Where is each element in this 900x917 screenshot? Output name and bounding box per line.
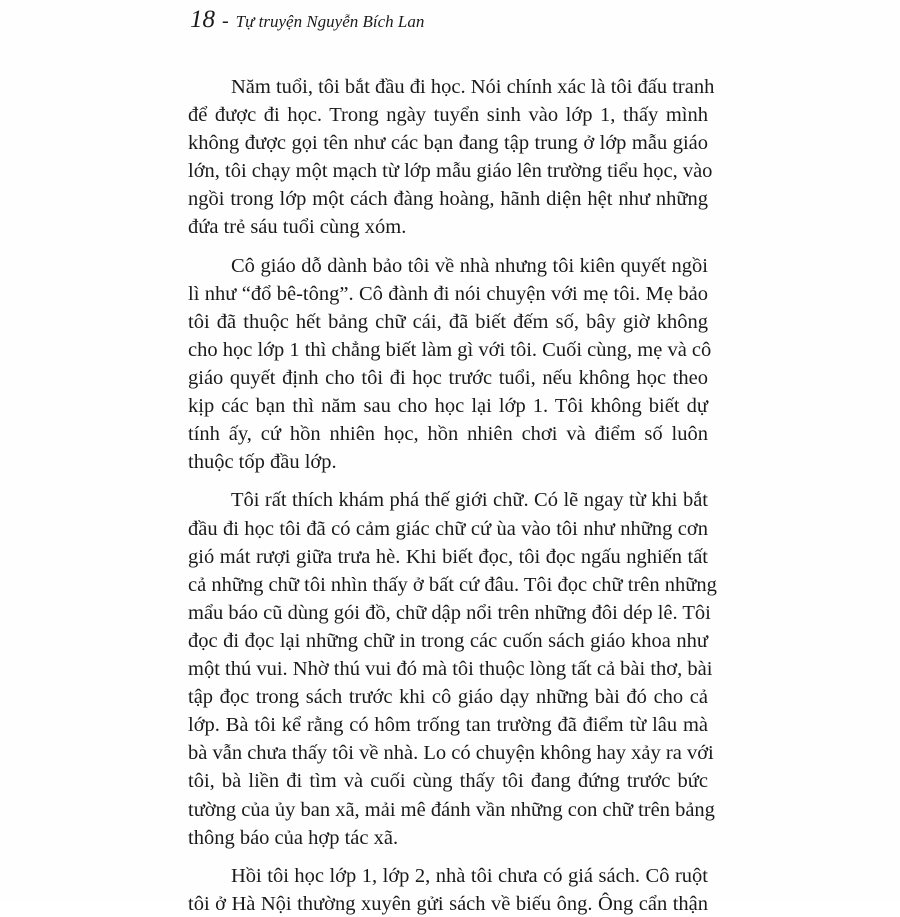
text-line: giáo quyết định cho tôi đi học trước tuổi, nếu không học theo [188, 367, 708, 389]
text-line: tôi đã thuộc hết bảng chữ cái, đã biết đếm số, bây giờ không [188, 311, 708, 333]
text-line: Cô giáo dỗ dành bảo tôi về nhà nhưng tôi kiên quyết ngồi [231, 255, 708, 277]
text-line: mẩu báo cũ dùng gói đồ, chữ dập nổi trên những đôi dép lê. Tôi [188, 602, 711, 624]
text-line: Tôi rất thích khám phá thế giới chữ. Có lẽ ngay từ khi bắt [231, 489, 708, 511]
text-line: tính ấy, cứ hồn nhiên học, hồn nhiên chơi và điểm số luôn [188, 423, 708, 445]
text-line: ngồi trong lớp một cách đàng hoàng, hãnh diện hệt như những [188, 188, 708, 210]
text-line: lớp. Bà tôi kể rằng có hôm trống tan trường đã điểm từ lâu mà [188, 714, 708, 736]
text-line: tập đọc trong sách trước khi cô giáo dạy những bài đó cho cả [188, 686, 708, 708]
text-line: tường của ủy ban xã, mải mê đánh vần những con chữ trên bảng [188, 799, 715, 821]
text-line: cả những chữ tôi nhìn thấy ở bất cứ đâu. Tôi đọc chữ trên những [188, 574, 717, 596]
text-line: cho học lớp 1 thì chẳng biết làm gì với tôi. Cuối cùng, mẹ và cô [188, 339, 712, 361]
running-head [190, 6, 424, 34]
text-line: lớn, tôi chạy một mạch từ lớp mẫu giáo lên trường tiểu học, vào [188, 160, 713, 182]
text-line: bà vẫn chưa thấy tôi về nhà. Lo có chuyện không hay xảy ra với [188, 742, 714, 764]
text-line: đầu đi học tôi đã có cảm giác chữ cứ ùa vào tôi như những cơn [188, 518, 708, 540]
text-line: kịp các bạn thì năm sau cho học lại lớp 1. Tôi không biết dự [188, 395, 708, 417]
text-line: lì như “đổ bê-tông”. Cô đành đi nói chuyện với mẹ tôi. Mẹ bảo [188, 283, 708, 305]
text-line: tôi, bà liền đi tìm và cuối cùng thấy tôi đang đứng trước bức [188, 770, 708, 792]
text-line: thuộc tốp đầu lớp. [188, 451, 337, 473]
text-line: Năm tuổi, tôi bắt đầu đi học. Nói chính xác là tôi đấu tranh [231, 76, 715, 98]
text-line: đọc đi đọc lại những chữ in trong các cuốn sách giáo khoa như [188, 630, 708, 652]
text-line: để được đi học. Trong ngày tuyển sinh vào lớp 1, thấy mình [188, 104, 708, 126]
text-line: thông báo của hợp tác xã. [188, 827, 399, 849]
text-line: tôi ở Hà Nội thường xuyên gửi sách về biếu ông. Ông cẩn thận [188, 893, 708, 915]
page-number: 18 [190, 6, 215, 33]
book-title: Tự truyện Nguyễn Bích Lan [235, 12, 425, 31]
text-line: Hồi tôi học lớp 1, lớp 2, nhà tôi chưa có giá sách. Cô ruột [231, 865, 708, 887]
text-line: đứa trẻ sáu tuổi cùng xóm. [188, 216, 407, 238]
text-line: không được gọi tên như các bạn đang tập trung ở lớp mẫu giáo [188, 132, 708, 154]
text-line: gió mát rượi giữa trưa hè. Khi biết đọc, tôi đọc ngấu nghiến tất [188, 546, 708, 568]
text-line: một thú vui. Nhờ thú vui đó mà tôi thuộc lòng tất cả bài thơ, bài [188, 658, 713, 680]
header-separator: - [222, 10, 229, 32]
